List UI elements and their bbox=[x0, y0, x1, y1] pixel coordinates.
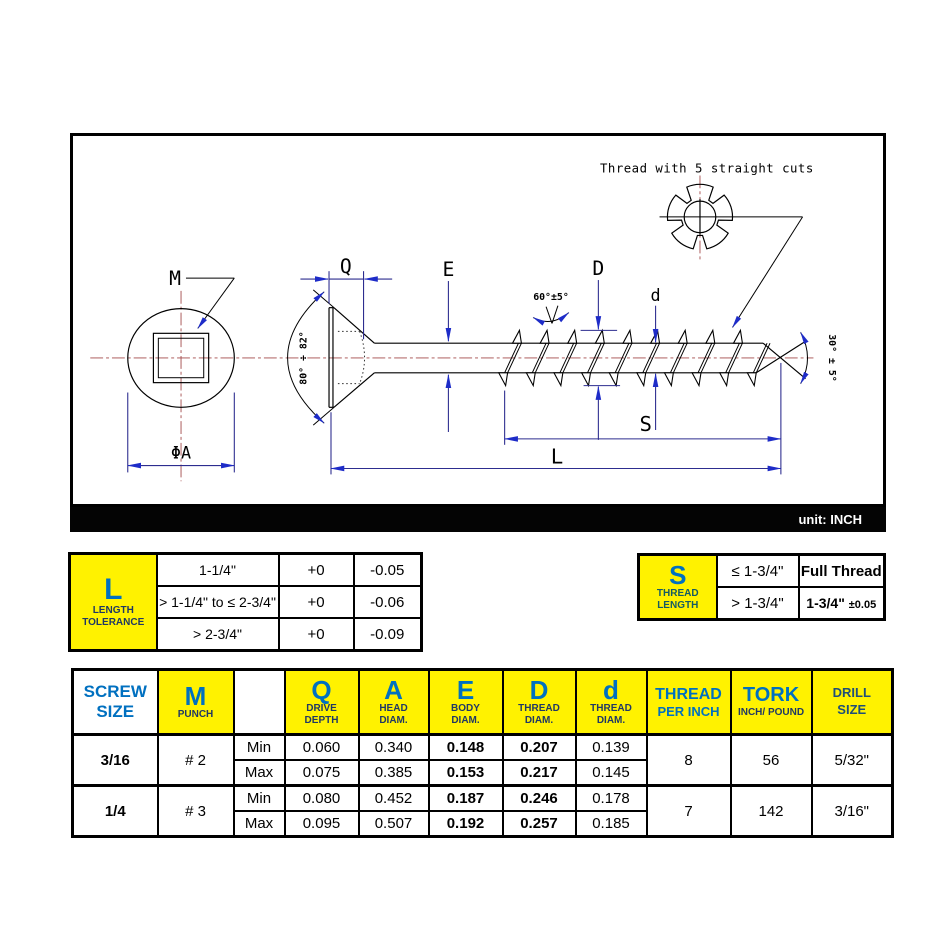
unit-bar bbox=[70, 507, 886, 532]
col-a-head-diam: A HEAD DIAM. bbox=[359, 670, 429, 735]
row-size: 3/16 bbox=[73, 735, 158, 786]
thread-cross-section bbox=[660, 184, 803, 327]
tork-value: 56 bbox=[731, 735, 812, 786]
tork-value: 142 bbox=[731, 786, 812, 837]
label-m: M bbox=[169, 266, 182, 290]
l-minus: -0.05 bbox=[354, 554, 422, 587]
label-l: L bbox=[550, 444, 564, 469]
col-d-minor-thread-diam: d THREAD DIAM. bbox=[576, 670, 647, 735]
minmax-label: Max bbox=[234, 760, 285, 786]
s-title-1: THREAD bbox=[656, 587, 699, 599]
screw-drawing bbox=[73, 136, 883, 504]
thread-angle-dimension bbox=[533, 306, 569, 324]
d-max: 0.217 bbox=[503, 760, 576, 786]
a-max: 0.385 bbox=[359, 760, 429, 786]
q-min: 0.080 bbox=[285, 786, 359, 812]
s-value: Full Thread bbox=[799, 555, 885, 588]
label-d-minor: d bbox=[650, 284, 661, 305]
col-minmax bbox=[234, 670, 285, 735]
row-punch: # 3 bbox=[158, 786, 234, 837]
d-min: 0.207 bbox=[503, 735, 576, 761]
s-range: ≤ 1-3/4" bbox=[717, 555, 799, 588]
e-max: 0.153 bbox=[429, 760, 503, 786]
a-min: 0.340 bbox=[359, 735, 429, 761]
technical-drawing-panel bbox=[70, 133, 886, 507]
l-plus: +0 bbox=[279, 618, 354, 651]
col-e-body-diam: E BODY DIAM. bbox=[429, 670, 503, 735]
s-value-main: 1-3/4" bbox=[806, 595, 845, 611]
screw-side-view bbox=[313, 290, 805, 425]
spec-table bbox=[71, 668, 894, 838]
d2-max: 0.145 bbox=[576, 760, 647, 786]
q-dimension bbox=[300, 271, 392, 339]
row-punch: # 2 bbox=[158, 735, 234, 786]
col-m-punch: M PUNCH bbox=[158, 670, 234, 735]
d-max: 0.257 bbox=[503, 811, 576, 837]
l-title-1: LENGTH bbox=[92, 604, 134, 616]
a-max: 0.507 bbox=[359, 811, 429, 837]
thread-length-table bbox=[637, 553, 886, 621]
d-min: 0.246 bbox=[503, 786, 576, 812]
s-value-tol: ±0.05 bbox=[848, 599, 877, 611]
q-max: 0.095 bbox=[285, 811, 359, 837]
col-drill-size: DRILL SIZE bbox=[812, 670, 893, 735]
drill-value: 3/16" bbox=[812, 786, 893, 837]
centerlines bbox=[90, 175, 813, 481]
col-q-drive-depth: Q DRIVE DEPTH bbox=[285, 670, 359, 735]
l-title-2: TOLERANCE bbox=[82, 617, 145, 628]
col-screw-size: SCREW SIZE bbox=[73, 670, 158, 735]
l-symbol: L bbox=[104, 572, 123, 606]
col-d-thread-diam: D THREAD DIAM. bbox=[503, 670, 576, 735]
q-max: 0.075 bbox=[285, 760, 359, 786]
label-d-major: D bbox=[592, 257, 605, 281]
m-leader bbox=[186, 278, 234, 328]
s-table-header bbox=[639, 555, 717, 620]
e-min: 0.187 bbox=[429, 786, 503, 812]
minmax-label: Min bbox=[234, 735, 285, 761]
label-phi-a: ΦA bbox=[170, 442, 192, 463]
minmax-label: Max bbox=[234, 811, 285, 837]
label-head-angle: 80° ÷ 82° bbox=[298, 331, 310, 385]
s-symbol: S bbox=[669, 559, 687, 590]
e-max: 0.192 bbox=[429, 811, 503, 837]
drill-value: 5/32" bbox=[812, 735, 893, 786]
l-table-header bbox=[70, 554, 157, 651]
a-min: 0.452 bbox=[359, 786, 429, 812]
e-min: 0.148 bbox=[429, 735, 503, 761]
s-title-2: LENGTH bbox=[657, 600, 699, 611]
label-thread-angle: 60°±5° bbox=[533, 291, 569, 303]
label-e: E bbox=[442, 258, 455, 282]
tpi-value: 7 bbox=[647, 786, 731, 837]
minmax-label: Min bbox=[234, 786, 285, 812]
note-thread-cuts: Thread with 5 straight cuts bbox=[600, 161, 814, 176]
l-minus: -0.09 bbox=[354, 618, 422, 651]
d2-max: 0.185 bbox=[576, 811, 647, 837]
l-plus: +0 bbox=[279, 554, 354, 587]
label-tip-angle: 30° ± 5° bbox=[826, 334, 838, 382]
label-q: Q bbox=[339, 255, 352, 279]
d2-min: 0.178 bbox=[576, 786, 647, 812]
q-min: 0.060 bbox=[285, 735, 359, 761]
row-size: 1/4 bbox=[73, 786, 158, 837]
tpi-value: 8 bbox=[647, 735, 731, 786]
d2-min: 0.139 bbox=[576, 735, 647, 761]
l-range: > 2-3/4" bbox=[157, 618, 279, 651]
length-tolerance-table bbox=[68, 552, 423, 652]
l-range: > 1-1/4" to ≤ 2-3/4" bbox=[157, 586, 279, 618]
col-thread-per-inch: THREAD PER INCH bbox=[647, 670, 731, 735]
label-s: S bbox=[639, 411, 652, 436]
l-plus: +0 bbox=[279, 586, 354, 618]
s-range: > 1-3/4" bbox=[717, 587, 799, 620]
d-major-dimension bbox=[581, 280, 620, 440]
l-minus: -0.06 bbox=[354, 586, 422, 618]
unit-label: unit: INCH bbox=[798, 512, 862, 527]
s-value bbox=[799, 587, 885, 620]
col-tork: TORK INCH/ POUND bbox=[731, 670, 812, 735]
l-range: 1-1/4" bbox=[157, 554, 279, 587]
